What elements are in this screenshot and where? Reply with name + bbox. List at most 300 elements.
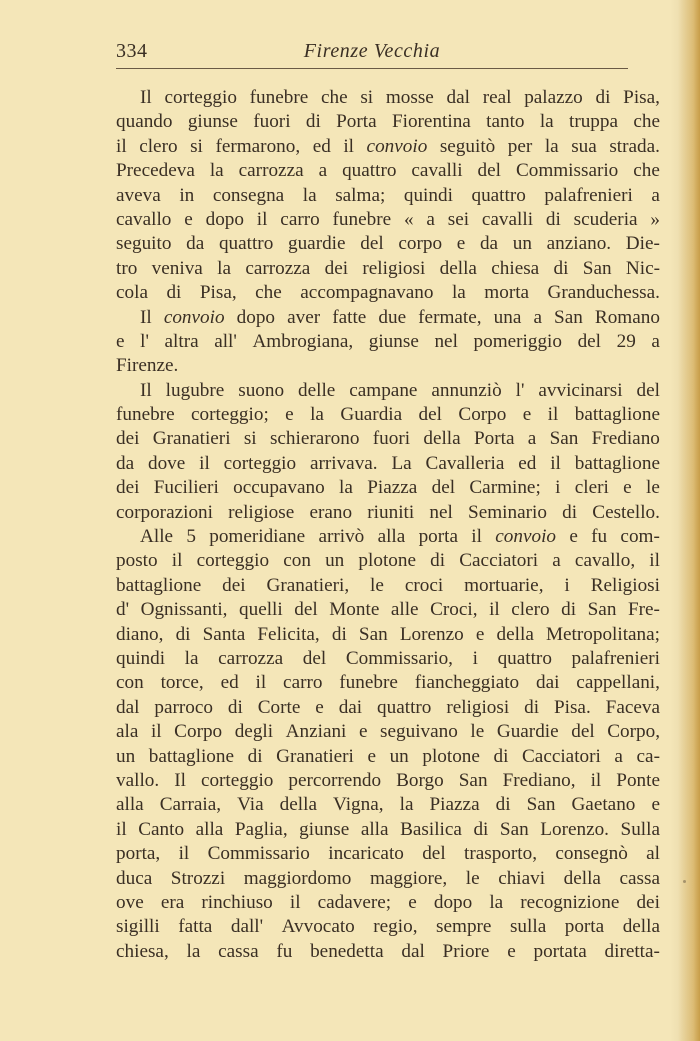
word: vallo. [116,769,160,791]
text-line [116,720,660,744]
word: giunse [187,111,238,133]
word: San [549,428,579,450]
word: diano, [116,623,164,645]
word: Commissario [207,843,310,865]
text-line [116,574,660,598]
word: corteggio [164,87,237,108]
word: il [590,769,602,791]
word: Granatieri [152,428,231,450]
word: battaglione [574,452,660,474]
text-line [116,940,660,964]
word: schierarono [269,428,360,450]
word: che [633,160,660,182]
text-line [116,452,660,476]
word: Carmine; [469,477,541,499]
text-line [116,891,660,915]
text-line [116,86,660,110]
word: del [577,330,602,352]
word: corteggio [200,769,274,791]
word: dei [324,257,349,279]
word: ed [312,135,331,157]
word: Piazza [429,794,480,816]
word: Granduchessa. [547,282,660,304]
text-line [116,745,660,769]
word: posto [116,550,158,572]
word: dei [222,574,246,596]
word: di [473,818,489,840]
word: di [545,208,561,230]
word: Granatieri, [266,574,350,596]
word: chiavi [498,867,546,889]
word: Fiorentina [391,111,471,133]
word: a [614,745,623,767]
word: Anziani [285,721,347,743]
word: clero [139,135,178,157]
word: tro [116,257,138,279]
word: corteggio; [190,404,269,426]
text-line [116,818,660,842]
word: le [470,721,485,743]
text-line [116,208,660,232]
word: carrozza [238,160,304,182]
word: carrozza [218,647,284,669]
word: Guardie [496,721,559,743]
word: Pisa, [199,282,237,304]
word: Il [140,379,152,401]
word: sei [447,208,470,230]
word: il [550,452,561,474]
word: di [175,623,191,645]
word: dai [338,696,363,718]
header-rule [116,68,628,69]
word: un [512,233,532,255]
word: Guardia [340,404,403,426]
word: un [116,745,136,767]
word: il [171,550,183,572]
word: anziano. [546,233,612,255]
word: com- [620,526,660,548]
word: cleri [574,477,609,499]
text-line [116,232,660,256]
word: nel [429,501,453,523]
word: i [472,647,478,669]
word: fatte [332,306,367,328]
text-line [116,257,660,281]
word: il [489,599,500,621]
word: Precedeva [116,160,195,182]
text-line [116,159,660,183]
word: con [116,672,144,694]
word: morta [484,282,530,304]
word: alle [390,599,419,621]
word: un [389,745,409,767]
word: il [116,135,127,157]
word: che [633,111,660,133]
word: e [623,477,632,499]
word: convoio [495,526,557,548]
word: religiosi [446,696,510,718]
word: Commissario [515,160,619,182]
word: dal [116,696,140,718]
word: parroco [154,696,213,718]
word: Corpo [458,404,507,426]
word: occupavano [233,477,325,499]
text-line [116,623,660,647]
word: della [423,428,461,450]
text-line [116,525,660,549]
word: percorrendo [288,769,382,791]
word: Corpo, [607,721,660,743]
word: » [650,208,660,230]
word: Priore [442,940,490,962]
word: incaricato [328,843,404,865]
word: porta, [116,843,161,865]
text-line [116,647,660,671]
word: alla [195,818,224,840]
word: a [527,428,537,450]
word: della [279,794,317,816]
word: portata [533,940,587,962]
word: e [507,940,516,962]
word: in [179,184,195,206]
word: Firenze. [116,355,179,377]
word: Ponte [616,769,660,791]
word: di [331,623,347,645]
word: dei [636,891,660,913]
word: maggiore, [369,867,448,889]
word: diretta- [604,940,660,962]
word: funebre [339,672,398,694]
word: era [160,891,185,913]
word: i [564,574,570,596]
word: corteggio [196,550,270,572]
word: le [465,867,480,889]
word: real [482,87,512,108]
word: di [495,794,511,816]
word: mosse [385,87,434,108]
word: chiesa, [116,940,169,962]
word: il [256,208,268,230]
word: e [651,794,660,816]
word: Lorenzo [399,623,464,645]
word: quindi [116,647,166,669]
word: e [315,696,324,718]
word: delle [298,379,336,401]
word: di [595,87,611,108]
word: il [178,843,190,865]
word: Nic- [625,257,660,279]
word: plotone [358,550,416,572]
word: Alle [140,526,174,548]
word: alla [377,526,406,548]
word: palafrenieri [544,184,633,206]
word: ove [116,891,144,913]
word: funebre [116,404,175,426]
word: della [622,916,660,938]
word: Romano [594,306,660,328]
word: Strozzi [170,867,226,889]
word: La [391,452,412,474]
word: torce, [160,672,204,694]
word: il [471,526,482,548]
word: del [360,233,384,255]
word: fatta [178,916,213,938]
word: di [305,111,321,133]
word: sulla [509,916,547,938]
word: Canto [138,818,185,840]
word: e [367,745,376,767]
word: di [561,599,577,621]
word: e [408,891,417,913]
word: del [418,404,442,426]
word: di [430,550,446,572]
word: della [496,623,534,645]
word: del [636,379,660,401]
word: del [422,843,446,865]
word: Frediano, [502,769,576,791]
word: palazzo [524,87,583,108]
word: annunziò [431,379,502,401]
word: 29 [616,330,636,352]
word: aveva [116,184,161,206]
word: arrivò [318,526,365,548]
text-line [116,598,660,622]
word: carro [280,208,320,230]
word: Pisa. [553,696,591,718]
word: Cestello. [592,501,660,523]
word: dei [116,477,140,499]
word: ca- [636,745,660,767]
word: ed [220,672,239,694]
word: tanto [486,111,525,133]
word: Santa [202,623,246,645]
word: seguito [116,233,172,255]
word: l' [515,379,525,401]
text-line [116,354,660,378]
word: di [247,745,263,767]
word: alla [116,794,144,816]
word: guardie [287,233,346,255]
word: battaglione [148,745,235,767]
word: Croci, [430,599,478,621]
running-title: Firenze Vecchia [303,40,441,62]
word: corporazioni [116,501,213,523]
page-header [116,38,628,70]
word: Corte [257,696,301,718]
word: corpo [398,233,443,255]
word: dal [446,87,470,108]
word: il [547,404,559,426]
word: Religiosi [590,574,660,596]
word: Granatieri [276,745,354,767]
word: a [651,330,660,352]
word: un [325,550,345,572]
word: e [456,233,466,255]
word: maggiordomo [243,867,352,889]
word: da [479,233,499,255]
word: sempre [436,916,492,938]
text-line [116,281,660,305]
text-line [116,842,660,866]
word: Paglia, [234,818,288,840]
word: alla [360,818,389,840]
text-line [116,427,660,451]
word: Il [174,769,186,791]
word: fuori [253,111,291,133]
word: consegna [212,184,285,206]
word: arrivava. [309,452,378,474]
word: di [227,696,243,718]
word: cavallo, [574,550,636,572]
word: Metropolitana; [545,623,660,645]
word: scuderia [573,208,638,230]
word: salma; [335,184,386,206]
word: sua [571,135,597,157]
word: Ambrogiana, [252,330,354,352]
word: di [553,257,569,279]
word: i [555,477,561,499]
word: Borgo [396,769,444,791]
word: due [378,306,407,328]
word: si [243,428,257,450]
word: cassa [619,867,660,889]
word: dall' [230,916,264,938]
word: si [360,87,374,108]
word: Commissario, [345,647,453,669]
word: del [477,160,501,182]
page-number: 334 [116,40,148,62]
word: a [318,160,328,182]
word: una [493,306,522,328]
text-line [116,793,660,817]
word: a [533,306,542,328]
word: e [522,404,532,426]
text-line [116,549,660,573]
word: degli [234,721,274,743]
word: clero [511,599,550,621]
word: il [199,452,210,474]
word: Felicita, [257,623,320,645]
word: fermarono, [215,135,301,157]
word: il [116,818,127,840]
word: porta [564,916,605,938]
word: quindi [403,184,453,206]
word: carro [283,672,323,694]
word: cassa [218,940,259,962]
word: la [399,794,414,816]
word: del [431,477,456,499]
word: truppa [568,111,619,133]
word: dopo [433,891,473,913]
word: a [426,208,435,230]
word: Carraia, [159,794,222,816]
word: battaglione [116,574,202,596]
text-line [116,769,660,793]
word: giunse [299,818,350,840]
word: campane [349,379,418,401]
word: d' [116,599,130,621]
word: Avvocato [281,916,355,938]
word: la [209,160,224,182]
text-line [116,110,660,134]
word: da [116,452,135,474]
word: cola [116,282,148,304]
word: cavallo [116,208,172,230]
word: dei [116,428,140,450]
word: le [370,574,384,596]
word: duca [116,867,153,889]
word: battaglione [574,404,660,426]
word: e [116,330,125,352]
word: fu [276,940,293,962]
word: la [302,184,317,206]
word: San [358,623,388,645]
word: accompagnavano [300,282,434,304]
word: la [544,135,559,157]
word: dai [536,672,560,694]
word: con [283,550,311,572]
word: altra [164,330,199,352]
word: giunse [368,330,419,352]
word: trasporto, [463,843,537,865]
text-line [116,671,660,695]
word: dopo [205,208,244,230]
word: mortuarie, [464,574,544,596]
word: Fucilieri [153,477,219,499]
word: Sulla [620,818,660,840]
text-line [116,915,660,939]
word: cavalli [481,208,534,230]
word: e [475,623,485,645]
word: fuori [372,428,411,450]
word: palafrenieri [571,647,660,669]
word: il [289,891,301,913]
word: che [255,282,282,304]
text-line [116,379,660,403]
word: Die- [625,233,660,255]
word: Piazza [367,477,418,499]
word: del [294,599,318,621]
word: quattro [342,160,397,182]
word: al [646,843,660,865]
text-line [116,403,660,427]
word: Ognissanti, [140,599,228,621]
word: Il [140,306,152,328]
word: e [184,208,193,230]
word: la [489,891,504,913]
word: la [186,940,201,962]
word: cadavere; [317,891,392,913]
word: dopo [236,306,276,328]
word: cappellani, [576,672,660,694]
word: croci [404,574,444,596]
word: la [451,282,466,304]
word: l' [140,330,149,352]
word: la [310,404,324,426]
word: fiancheggiato [414,672,520,694]
word: e [285,404,294,426]
word: fermate, [418,306,482,328]
word: Faceva [605,696,660,718]
word: Seminario [468,501,547,523]
word: il [150,721,162,743]
word: Cavalleria [425,452,505,474]
word: fu [591,526,608,548]
word: consegnò [555,843,628,865]
word: Monte [329,599,380,621]
word: il [255,672,267,694]
word: regio, [373,916,418,938]
